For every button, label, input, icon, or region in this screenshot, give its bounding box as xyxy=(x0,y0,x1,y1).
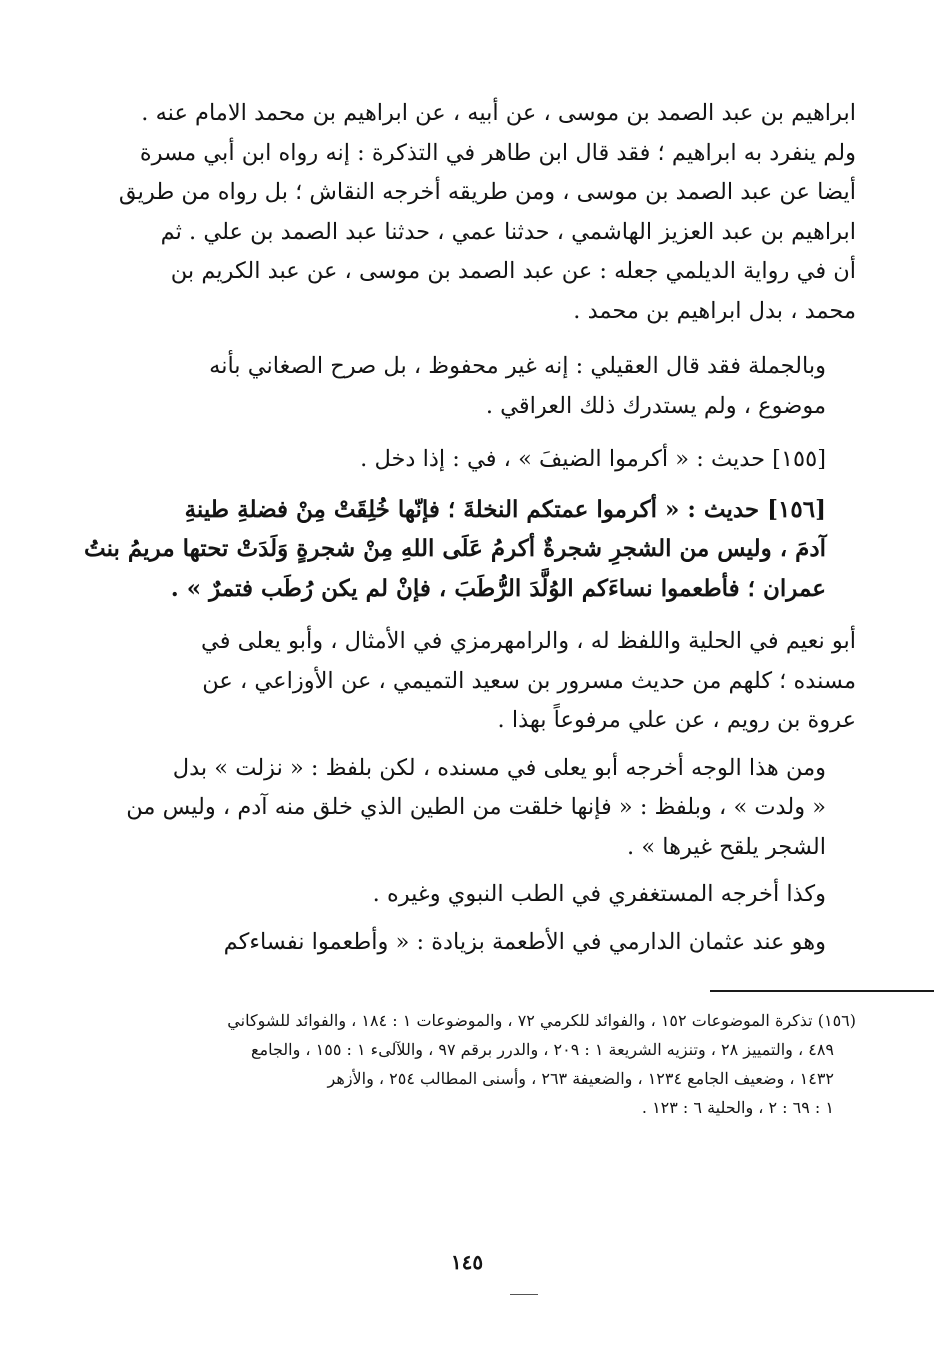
paragraph-takhrij xyxy=(130,622,856,741)
footnote-line: (١٥٦) تذكرة الموضوعات ١٥٢ ، والفوائد للكرمي ٧٢ ، والموضوعات ١ : ١٨٤ ، والفوائد للشوكاني xyxy=(227,1011,856,1030)
text-line: وهو عند عثمان الدارمي في الأطعمة بزيادة : « وأطعموا نفساءكم xyxy=(223,928,826,955)
paragraph-darimi xyxy=(130,923,856,963)
paragraph-verdict xyxy=(130,347,856,426)
text-line: الشجر يلقح غيرها » . xyxy=(627,833,826,860)
footnote-separator xyxy=(710,990,934,992)
footnote-line: ١٤٣٢ ، وضعيف الجامع ١٢٣٤ ، والضعيفة ٢٦٣ ، وأسنى المطالب ٢٥٤ ، والأزهر xyxy=(327,1069,834,1088)
text-line: آدمَ ، وليس من الشجرِ شجرةٌ أكرمُ عَلَى اللهِ مِنْ شجرةٍ وَلَدَتْ تحتها مريمُ بنتُ xyxy=(83,535,826,562)
text-line: محمد ، بدل ابراهيم بن محمد . xyxy=(573,297,856,324)
text-line: أبو نعيم في الحلية واللفظ له ، والرامهرمزي في الأمثال ، وأبو يعلى في xyxy=(200,628,856,654)
text-line: موضوع ، ولم يستدرك ذلك العراقي . xyxy=(485,392,826,419)
text-line: ابراهيم بن عبد العزيز الهاشمي ، حدثنا عمي ، حدثنا عبد الصمد بن علي . ثم xyxy=(160,218,856,245)
text-line: أن في رواية الديلمي جعله : عن عبد الصمد بن موسى ، عن عبد الكريم بن xyxy=(170,258,856,284)
text-line: ومن هذا الوجه أخرجه أبو يعلى في مسنده ، لكن بلفظ : « نزلت » بدل xyxy=(172,754,826,781)
bottom-mark xyxy=(510,1294,538,1295)
footnote-line: ١ : ٦٩ : ٢ ، والحلية ٦ : ١٢٣ . xyxy=(641,1098,834,1117)
page-number: ١٤٥ xyxy=(450,1250,484,1274)
paragraph-mustaghfiri xyxy=(130,875,856,915)
text-line: [١٥٦] حديث : « أكرموا عمتكم النخلةَ ؛ فإنّها خُلِقَتْ مِنْ فضلةِ طينةِ xyxy=(184,495,826,523)
text-line: أيضا عن عبد الصمد بن موسى ، ومن طريقه أخرجه النقاش ؛ بل رواه من طريق xyxy=(118,179,856,205)
text-line: « ولدت » ، وبلفظ : « فإنها خلقت من الطين الذي خلق منه آدم ، وليس من xyxy=(126,794,826,820)
paragraph-abu-yala xyxy=(126,749,856,868)
text-line: ابراهيم بن عبد الصمد بن موسى ، عن أبيه ، عن ابراهيم بن محمد الامام عنه . xyxy=(141,100,856,126)
footnotes xyxy=(130,1006,856,1122)
paragraph-isnad xyxy=(118,94,856,331)
hadith-155 xyxy=(130,440,856,480)
text-line: وكذا أخرجه المستغفري في الطب النبوي وغيره . xyxy=(372,881,826,907)
text-line: مسنده ؛ كلهم من حديث مسرور بن سعيد التميمي ، عن الأوزاعي ، عن xyxy=(202,667,856,694)
footnote-line: ٤٨٩ ، والتمييز ٢٨ ، وتنزيه الشريعة ١ : ٢٠٩ ، والدرر برقم ٩٧ ، واللآلىء ١ : ١٥٥ ، والجامع xyxy=(250,1040,834,1059)
text-line: وبالجملة فقد قال العقيلي : إنه غير محفوظ ، بل صرح الصغاني بأنه xyxy=(209,353,826,379)
text-line: [١٥٥] حديث : « أكرموا الضيفَ » ، في : إذا دخل . xyxy=(360,446,826,472)
main-text xyxy=(83,94,856,962)
text-line: عروة بن رويم ، عن علي مرفوعاً بهذا . xyxy=(497,707,856,733)
hadith-156 xyxy=(83,490,856,609)
text-line: ولم ينفرد به ابراهيم ؛ فقد قال ابن طاهر في التذكرة : إنه رواه ابن أبي مسرة xyxy=(139,139,856,166)
text-line: عمران ؛ فأطعموا نساءَكم الوُلَّدَ الرُّطَبَ ، فإنْ لم يكن رُطَب فتمرٌ » . xyxy=(170,574,826,602)
